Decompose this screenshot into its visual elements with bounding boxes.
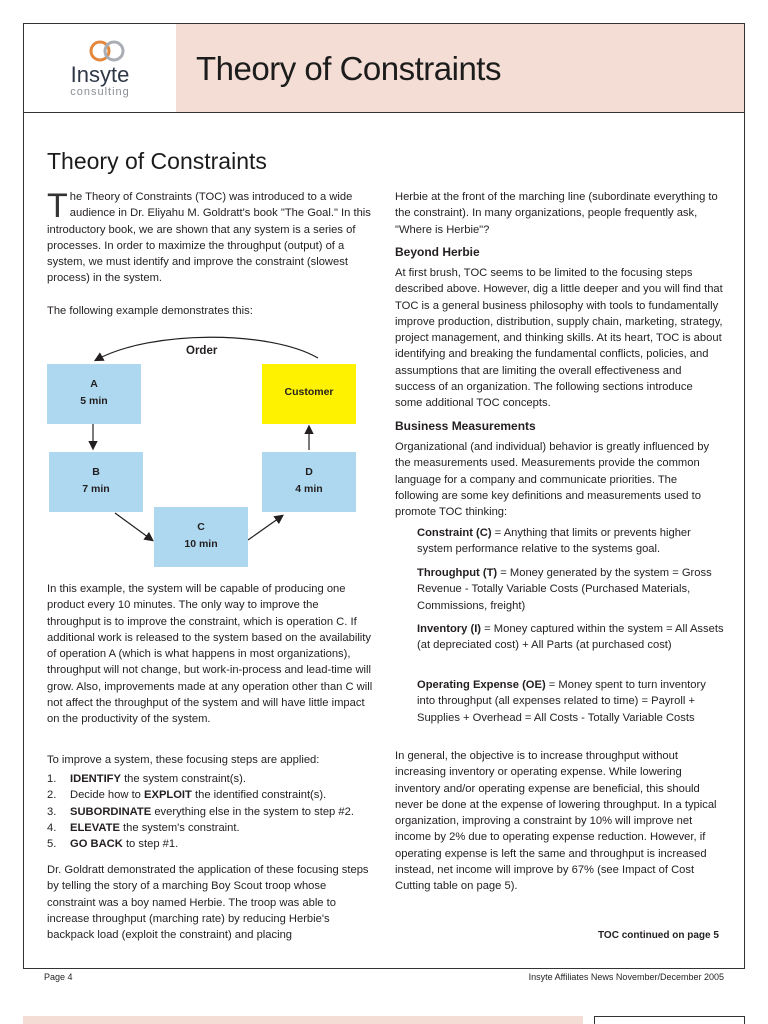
herbie-continued: Herbie at the front of the marching line (subordinate everything to the constraint). In many organizations, people frequently ask, "Where is Herbie"? <box>395 191 718 236</box>
business-measurements-body: Organizational (and individual) behavior is greatly influenced by the measurements used. Measurements provide the common language for a company and communicate priorities. The following are some key definitions and measurements used to promote TOC thinking: <box>395 441 710 519</box>
definition-throughput: Throughput (T) = Money generated by the system = Gross Revenue - Totally Variable Costs (Purchased Materials, Commissions, freight) <box>417 567 712 612</box>
continued-note: TOC continued on page 5 <box>598 930 719 941</box>
page-number: Page 4 <box>44 972 73 982</box>
step-item: 4. ELEVATE the system's constraint. <box>47 821 240 834</box>
logo-tagline: consulting <box>70 86 130 98</box>
intro-text: he Theory of Constraints (TOC) was introduced to a wide audience in Dr. Eliyahu M. Goldratt's book "The Goal." In this introductory book, we are shown that any system is a series of processes. In order to maximize the throughput (output) of a system, we must identify and improve the constraint (slowest process) in the system. <box>47 191 371 285</box>
beyond-herbie-body: At first brush, TOC seems to be limited to the focusing steps described above. However, dig a little deeper and you will find that TOC is a general business philosophy with tools to fundamentally improve production, distribution, supply chain, marketing, strategy, project management, and thinking skills. At its heart, TOC is about identifying and breaking the fundamental conflicts, policies, and assumptions that are limiting the overall effectiveness and success of an organization. The following sections introduce some additional TOC concepts. <box>395 267 723 410</box>
step-item: 3. SUBORDINATE everything else in the system to step #2. <box>47 805 354 818</box>
box-d-name: D <box>305 466 313 478</box>
bottom-box <box>594 1016 745 1024</box>
conclusion-paragraph: In general, the objective is to increase throughput without increasing inventory or operating expense. While lowering inventory and/or operating expense are beneficial, this should never be done at the expense of lowering throughput. In a typical organization, improving a constraint by 10% will improve net income by 2% due to operating expense reduction. However, if operating expense is left the same and throughput is increased instead, net income will improve by 67% (see Impact of Cost Cutting table on page 5). <box>395 750 717 893</box>
process-box-d <box>262 452 356 512</box>
box-b-time: 7 min <box>82 483 110 495</box>
article-title: Theory of Constraints <box>47 148 267 174</box>
box-a-time: 5 min <box>80 395 108 407</box>
definition-operating-expense: Operating Expense (OE) = Money spent to turn inventory into throughput (all expenses related to time) = Payroll + Supplies + Overhead = All Costs - Totally Variable Costs <box>417 679 706 724</box>
example-intro: The following example demonstrates this: <box>47 305 253 317</box>
box-b-name: B <box>92 466 100 478</box>
header-title: Theory of Constraints <box>196 50 501 87</box>
step-item: 1. IDENTIFY the system constraint(s). <box>47 773 246 785</box>
publication-name: Insyte Affiliates News November/December 2005 <box>528 972 724 982</box>
arrow-c-to-d <box>248 516 282 540</box>
box-c-name: C <box>197 521 205 533</box>
process-box-a <box>47 364 141 424</box>
beyond-herbie-heading: Beyond Herbie <box>395 245 480 259</box>
customer-label: Customer <box>284 386 334 398</box>
customer-box <box>262 364 356 424</box>
box-a-name: A <box>90 378 98 390</box>
steps-intro: To improve a system, these focusing steps are applied: <box>47 754 320 766</box>
focusing-steps-list <box>47 771 377 852</box>
process-box-c <box>154 507 248 567</box>
box-c-time: 10 min <box>184 538 218 550</box>
bottom-strip <box>23 1016 583 1024</box>
business-measurements-heading: Business Measurements <box>395 419 536 433</box>
step-item: 5. GO BACK to step #1. <box>47 838 179 851</box>
example-body: In this example, the system will be capable of producing one product every 10 minutes. The only way to improve the throughput is to improve the constraint, which is operation C. If additional work is released to the system based on the availability of operation A (which is what happens in most organizations), throughput will not change, but work-in-process and lead-time will grow. Also, improvements made at any operation other than C will not affect the throughput of the system and will have little impact on the productivity of the system. <box>47 583 373 726</box>
goldratt-story: Dr. Goldratt demonstrated the application of these focusing steps by telling the story of a marching Boy Scout troop whose constraint was a boy named Herbie. The troop was able to increase throughput (marching rate) by reducing Herbie's backpack load (exploit the constraint) and placing <box>47 864 369 942</box>
logo-name: Insyte <box>70 62 130 87</box>
arrow-b-to-c <box>115 513 152 540</box>
definition-constraint: Constraint (C) = Anything that limits or prevents higher system performance relative to the systems goal. <box>417 527 691 556</box>
order-label: Order <box>186 345 218 357</box>
process-box-b <box>49 452 143 512</box>
dropcap: T <box>47 187 68 225</box>
box-d-time: 4 min <box>295 483 323 495</box>
step-item: 2. Decide how to EXPLOIT the identified constraint(s). <box>47 789 327 802</box>
definition-inventory: Inventory (I) = Money captured within the system = All Assets (at depreciated cost) + All Parts (at purchased cost) <box>417 623 724 652</box>
